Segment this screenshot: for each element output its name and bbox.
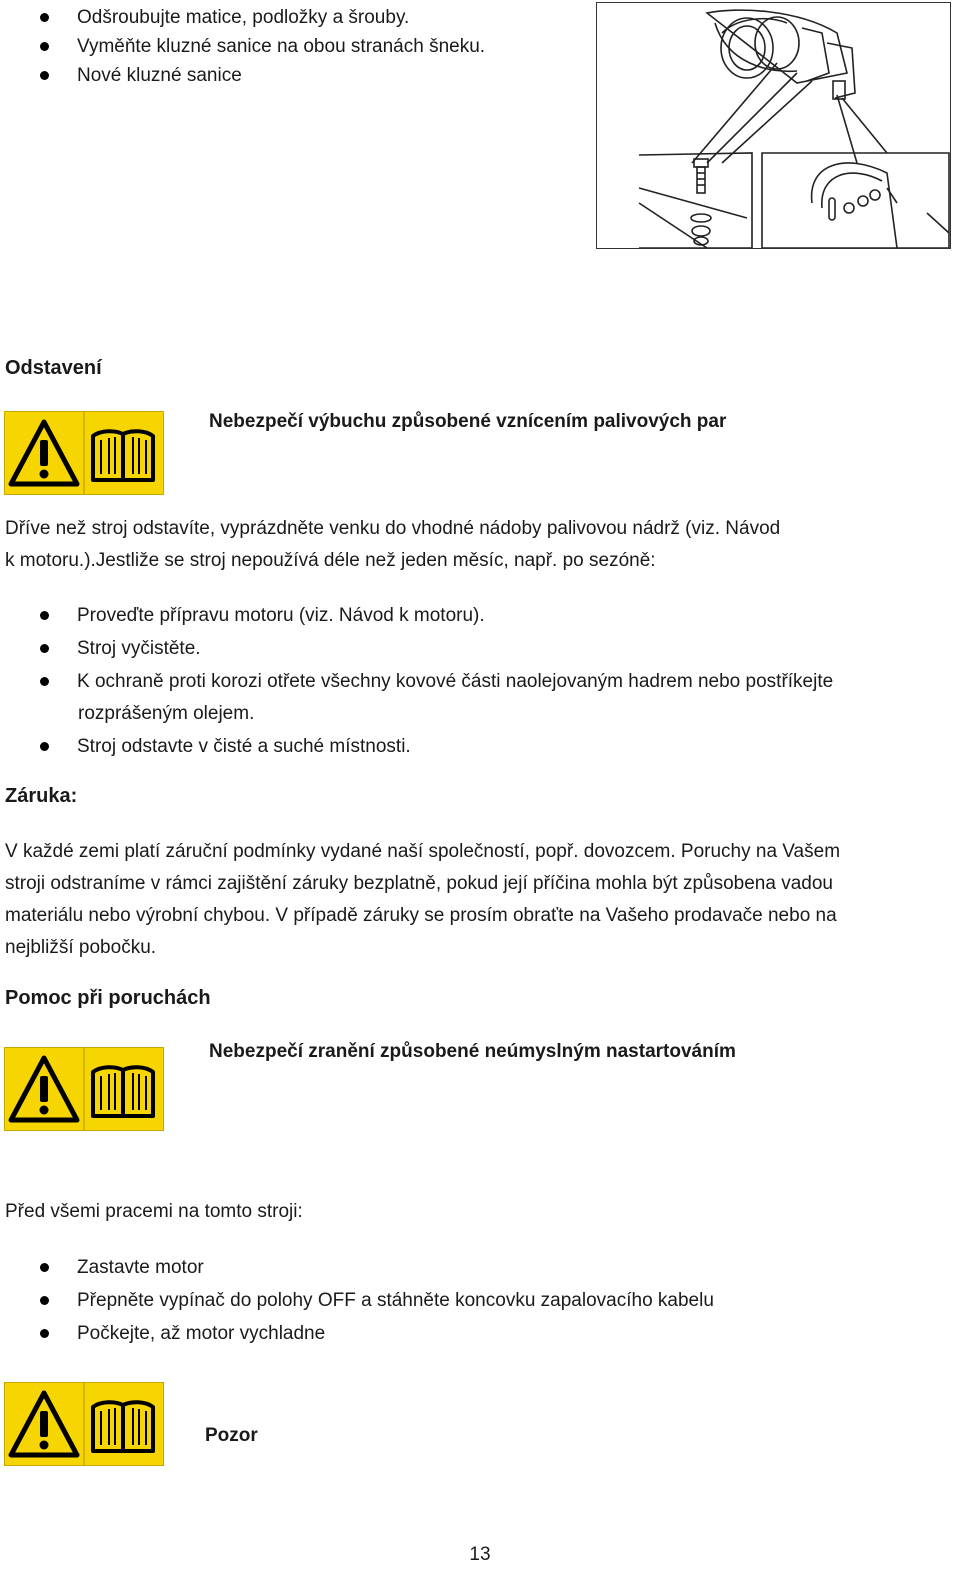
paragraph-line: k motoru.).Jestliže se stroj nepoužívá déle než jeden měsíc, např. po sezóně: xyxy=(5,550,656,571)
list-item: Stroj vyčistěte. xyxy=(0,632,833,665)
paragraph-line: stroji odstraníme v rámci zajištění záruky bezplatně, pokud její příčina mohla být způsobena vadou xyxy=(5,873,833,894)
bullet-icon xyxy=(40,611,49,620)
warning-triangle-icon xyxy=(11,1058,77,1120)
warning-symbols xyxy=(4,1382,164,1466)
list-item: Stroj odstavte v čisté a suché místnosti. xyxy=(0,730,833,763)
manual-book-icon xyxy=(93,431,153,480)
warning-title-injury: Nebezpečí zranění způsobené neúmyslným nastartováním xyxy=(209,1041,736,1062)
list-item: Zastavte motor xyxy=(0,1251,714,1284)
list-item: Počkejte, až motor vychladne xyxy=(0,1317,714,1350)
list-item: Odšroubujte matice, podložky a šrouby. xyxy=(0,3,485,32)
bullet-icon xyxy=(40,71,49,80)
paragraph-line: V každé zemi platí záruční podmínky vydané naší společností, popř. dovozcem. Poruchy na Vašem xyxy=(5,841,841,862)
paragraph-line: nejbližší pobočku. xyxy=(5,937,157,958)
warning-triangle-icon xyxy=(11,422,77,484)
bullet-icon xyxy=(40,13,49,22)
section-heading-pomoc: Pomoc při poruchách xyxy=(5,987,211,1009)
list-item: K ochraně proti korozi otřete všechny kovové části naolejovaným hadrem nebo postříkejte xyxy=(0,665,833,698)
warning-symbols xyxy=(4,411,164,495)
list-item: Nové kluzné sanice xyxy=(0,61,485,90)
section-heading-zaruka: Záruka: xyxy=(5,785,78,807)
list-item: Proveďte přípravu motoru (viz. Návod k motoru). xyxy=(0,599,833,632)
bullet-icon xyxy=(40,1296,49,1305)
bullet-icon xyxy=(40,1263,49,1272)
section-heading-odstaveni: Odstavení xyxy=(5,357,102,379)
page-number: 13 xyxy=(469,1544,491,1565)
bullet-icon xyxy=(40,677,49,686)
intro-text: Před všemi pracemi na tomto stroji: xyxy=(5,1201,303,1222)
safety-steps-list xyxy=(0,1251,714,1350)
list-item-continuation: rozprášeným olejem. xyxy=(78,703,255,724)
bullet-icon xyxy=(40,644,49,653)
storage-steps-list xyxy=(0,599,833,763)
manual-book-icon xyxy=(93,1067,153,1116)
warning-title-explosion: Nebezpečí výbuchu způsobené vznícením palivových par xyxy=(209,411,727,432)
top-bullet-list xyxy=(0,3,485,90)
auger-skid-shoe-illustration xyxy=(596,2,951,249)
bullet-icon xyxy=(40,742,49,751)
warning-symbols xyxy=(4,1047,164,1131)
list-item: Vyměňte kluzné sanice na obou stranách šneku. xyxy=(0,32,485,61)
bullet-icon xyxy=(40,1329,49,1338)
manual-book-icon xyxy=(93,1402,153,1451)
bullet-icon xyxy=(40,42,49,51)
pozor-label: Pozor xyxy=(205,1425,258,1446)
paragraph-line: Dříve než stroj odstavíte, vyprázdněte venku do vhodné nádoby palivovou nádrž (viz. Návod xyxy=(5,518,781,539)
warning-triangle-icon xyxy=(11,1393,77,1455)
paragraph-line: materiálu nebo výrobní chybou. V případě záruky se prosím obraťte na Vašeho prodavače nebo na xyxy=(5,905,837,926)
list-item: Přepněte vypínač do polohy OFF a stáhněte koncovku zapalovacího kabelu xyxy=(0,1284,714,1317)
